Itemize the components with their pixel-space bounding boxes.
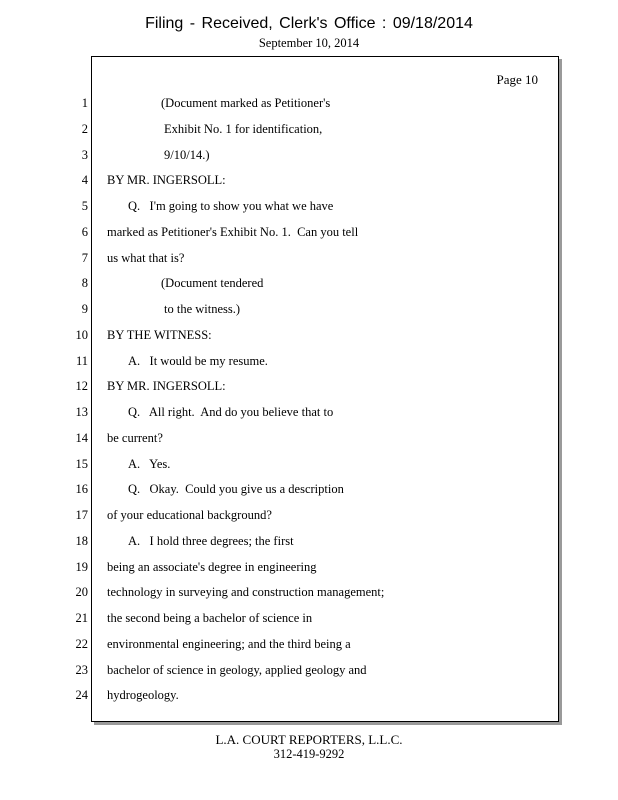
line-number: 24: [75, 688, 88, 703]
transcript-line: BY THE WITNESS:: [107, 327, 212, 342]
line-number: 1: [81, 96, 88, 110]
line-number: 15: [75, 456, 88, 471]
line-number: 5: [81, 199, 88, 213]
line-number: 7: [81, 250, 88, 265]
transcript-line: environmental engineering; and the third being a: [107, 636, 351, 651]
line-number: 22: [75, 636, 88, 651]
transcript-line: Q. I'm going to show you what we have: [128, 199, 334, 213]
line-number: 21: [75, 611, 88, 625]
transcript-line: being an associate's degree in engineering: [107, 559, 317, 574]
transcript-line: Q. All right. And do you believe that to: [128, 405, 334, 419]
transcript-line: us what that is?: [107, 250, 185, 265]
transcript-line: bachelor of science in geology, applied geology and: [107, 662, 367, 677]
transcript-line: Q. Okay. Could you give us a description: [128, 482, 344, 497]
line-number: 23: [75, 662, 88, 677]
transcript-line: (Document marked as Petitioner's: [161, 96, 331, 110]
line-number: 18: [75, 533, 88, 548]
page-number: Page 10: [496, 72, 538, 87]
line-number: 8: [81, 276, 88, 291]
line-number: 20: [75, 585, 88, 600]
transcript-line: (Document tendered: [161, 276, 264, 291]
line-number: 10: [75, 327, 88, 342]
line-number: 2: [81, 121, 88, 136]
transcript-date: September 10, 2014: [258, 36, 360, 50]
transcript-line: BY MR. INGERSOLL:: [107, 173, 226, 188]
line-number: 13: [75, 405, 88, 419]
line-number: 12: [75, 379, 88, 394]
line-number: 11: [75, 353, 88, 368]
line-number: 17: [75, 508, 88, 522]
transcript-line: technology in surveying and construction management;: [107, 585, 385, 600]
reporter-phone: 312-419-9292: [273, 747, 345, 761]
transcript-line: A. I hold three degrees; the first: [128, 533, 294, 548]
reporter-firm: L.A. COURT REPORTERS, L.L.C.: [215, 732, 403, 747]
line-number: 16: [75, 482, 88, 497]
transcript-line: marked as Petitioner's Exhibit No. 1. Can you tell: [107, 224, 359, 239]
transcript-line: BY MR. INGERSOLL:: [107, 379, 226, 394]
transcript-line: Exhibit No. 1 for identification,: [164, 121, 323, 136]
transcript-line: be current?: [107, 430, 163, 445]
transcript-line: A. Yes.: [128, 456, 171, 471]
line-number: 19: [75, 559, 88, 574]
line-number: 3: [81, 147, 88, 162]
transcript-line: 9/10/14.): [164, 147, 210, 162]
transcript-page: [75, 56, 559, 722]
line-number: 14: [75, 430, 88, 445]
transcript-line: of your educational background?: [107, 508, 272, 522]
transcript-line: A. It would be my resume.: [128, 353, 268, 368]
line-number: 9: [81, 302, 88, 316]
line-number: 4: [81, 173, 88, 188]
transcript-line: hydrogeology.: [107, 688, 179, 703]
filing-stamp: Filing - Received, Clerk's Office : 09/18/2014: [145, 15, 473, 32]
line-number: 6: [81, 224, 88, 239]
transcript-line: the second being a bachelor of science in: [107, 611, 313, 625]
transcript-line: to the witness.): [164, 302, 241, 316]
